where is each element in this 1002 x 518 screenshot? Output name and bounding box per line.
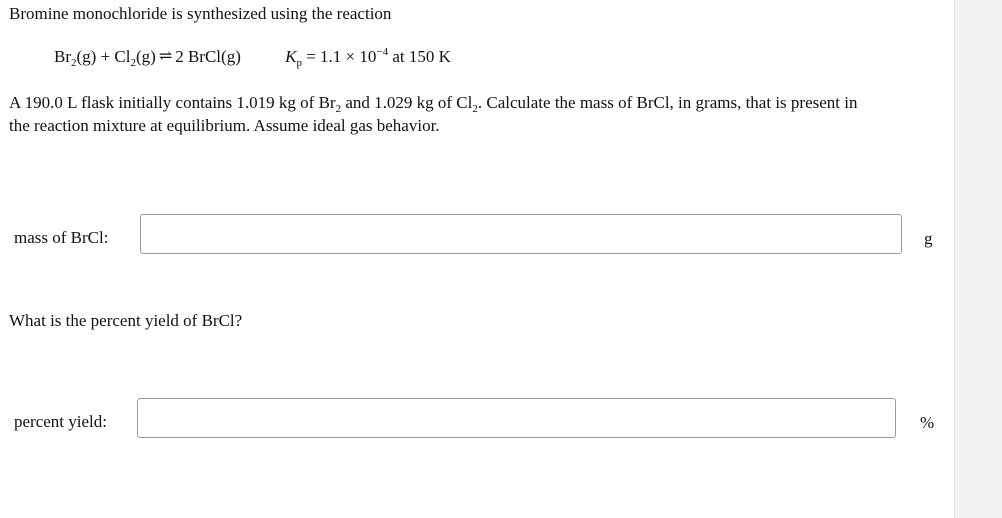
plus-sign: + — [100, 47, 111, 66]
mass-input[interactable] — [140, 214, 902, 254]
percent-yield-label: percent yield: — [14, 412, 107, 431]
mass-unit: g — [924, 229, 933, 248]
problem-intro: Bromine monochloride is synthesized using the reaction — [9, 4, 392, 23]
reactant-br: $Br_2(g)$ — [54, 47, 97, 69]
percent-unit: % — [920, 413, 935, 432]
mass-label: mass of BrCl: — [14, 228, 109, 247]
reaction-equation — [54, 47, 451, 68]
question-text-line-2: the reaction mixture at equilibrium. Assume ideal gas behavior. — [9, 116, 440, 135]
reactant-cl: $Cl_2(g)$ — [114, 47, 156, 69]
equilibrium-arrow-icon: ⇌ — [158, 48, 173, 65]
percent-yield-question: What is the percent yield of BrCl? — [9, 311, 243, 330]
product-brcl: 2 BrCl(g) — [175, 47, 241, 66]
percent-yield-input[interactable] — [137, 398, 896, 438]
right-side-rail — [954, 0, 1002, 518]
equilibrium-constant: $K_p = 1.1 \times 10^{-4}$ at 150 K — [285, 46, 451, 69]
question-text-line-1: A 190.0 L flask initially contains 1.019 kg of $Br_2$ and 1.029 kg of $Cl_2$. Calculate the mass of BrCl, in grams, that is present in — [9, 93, 858, 115]
